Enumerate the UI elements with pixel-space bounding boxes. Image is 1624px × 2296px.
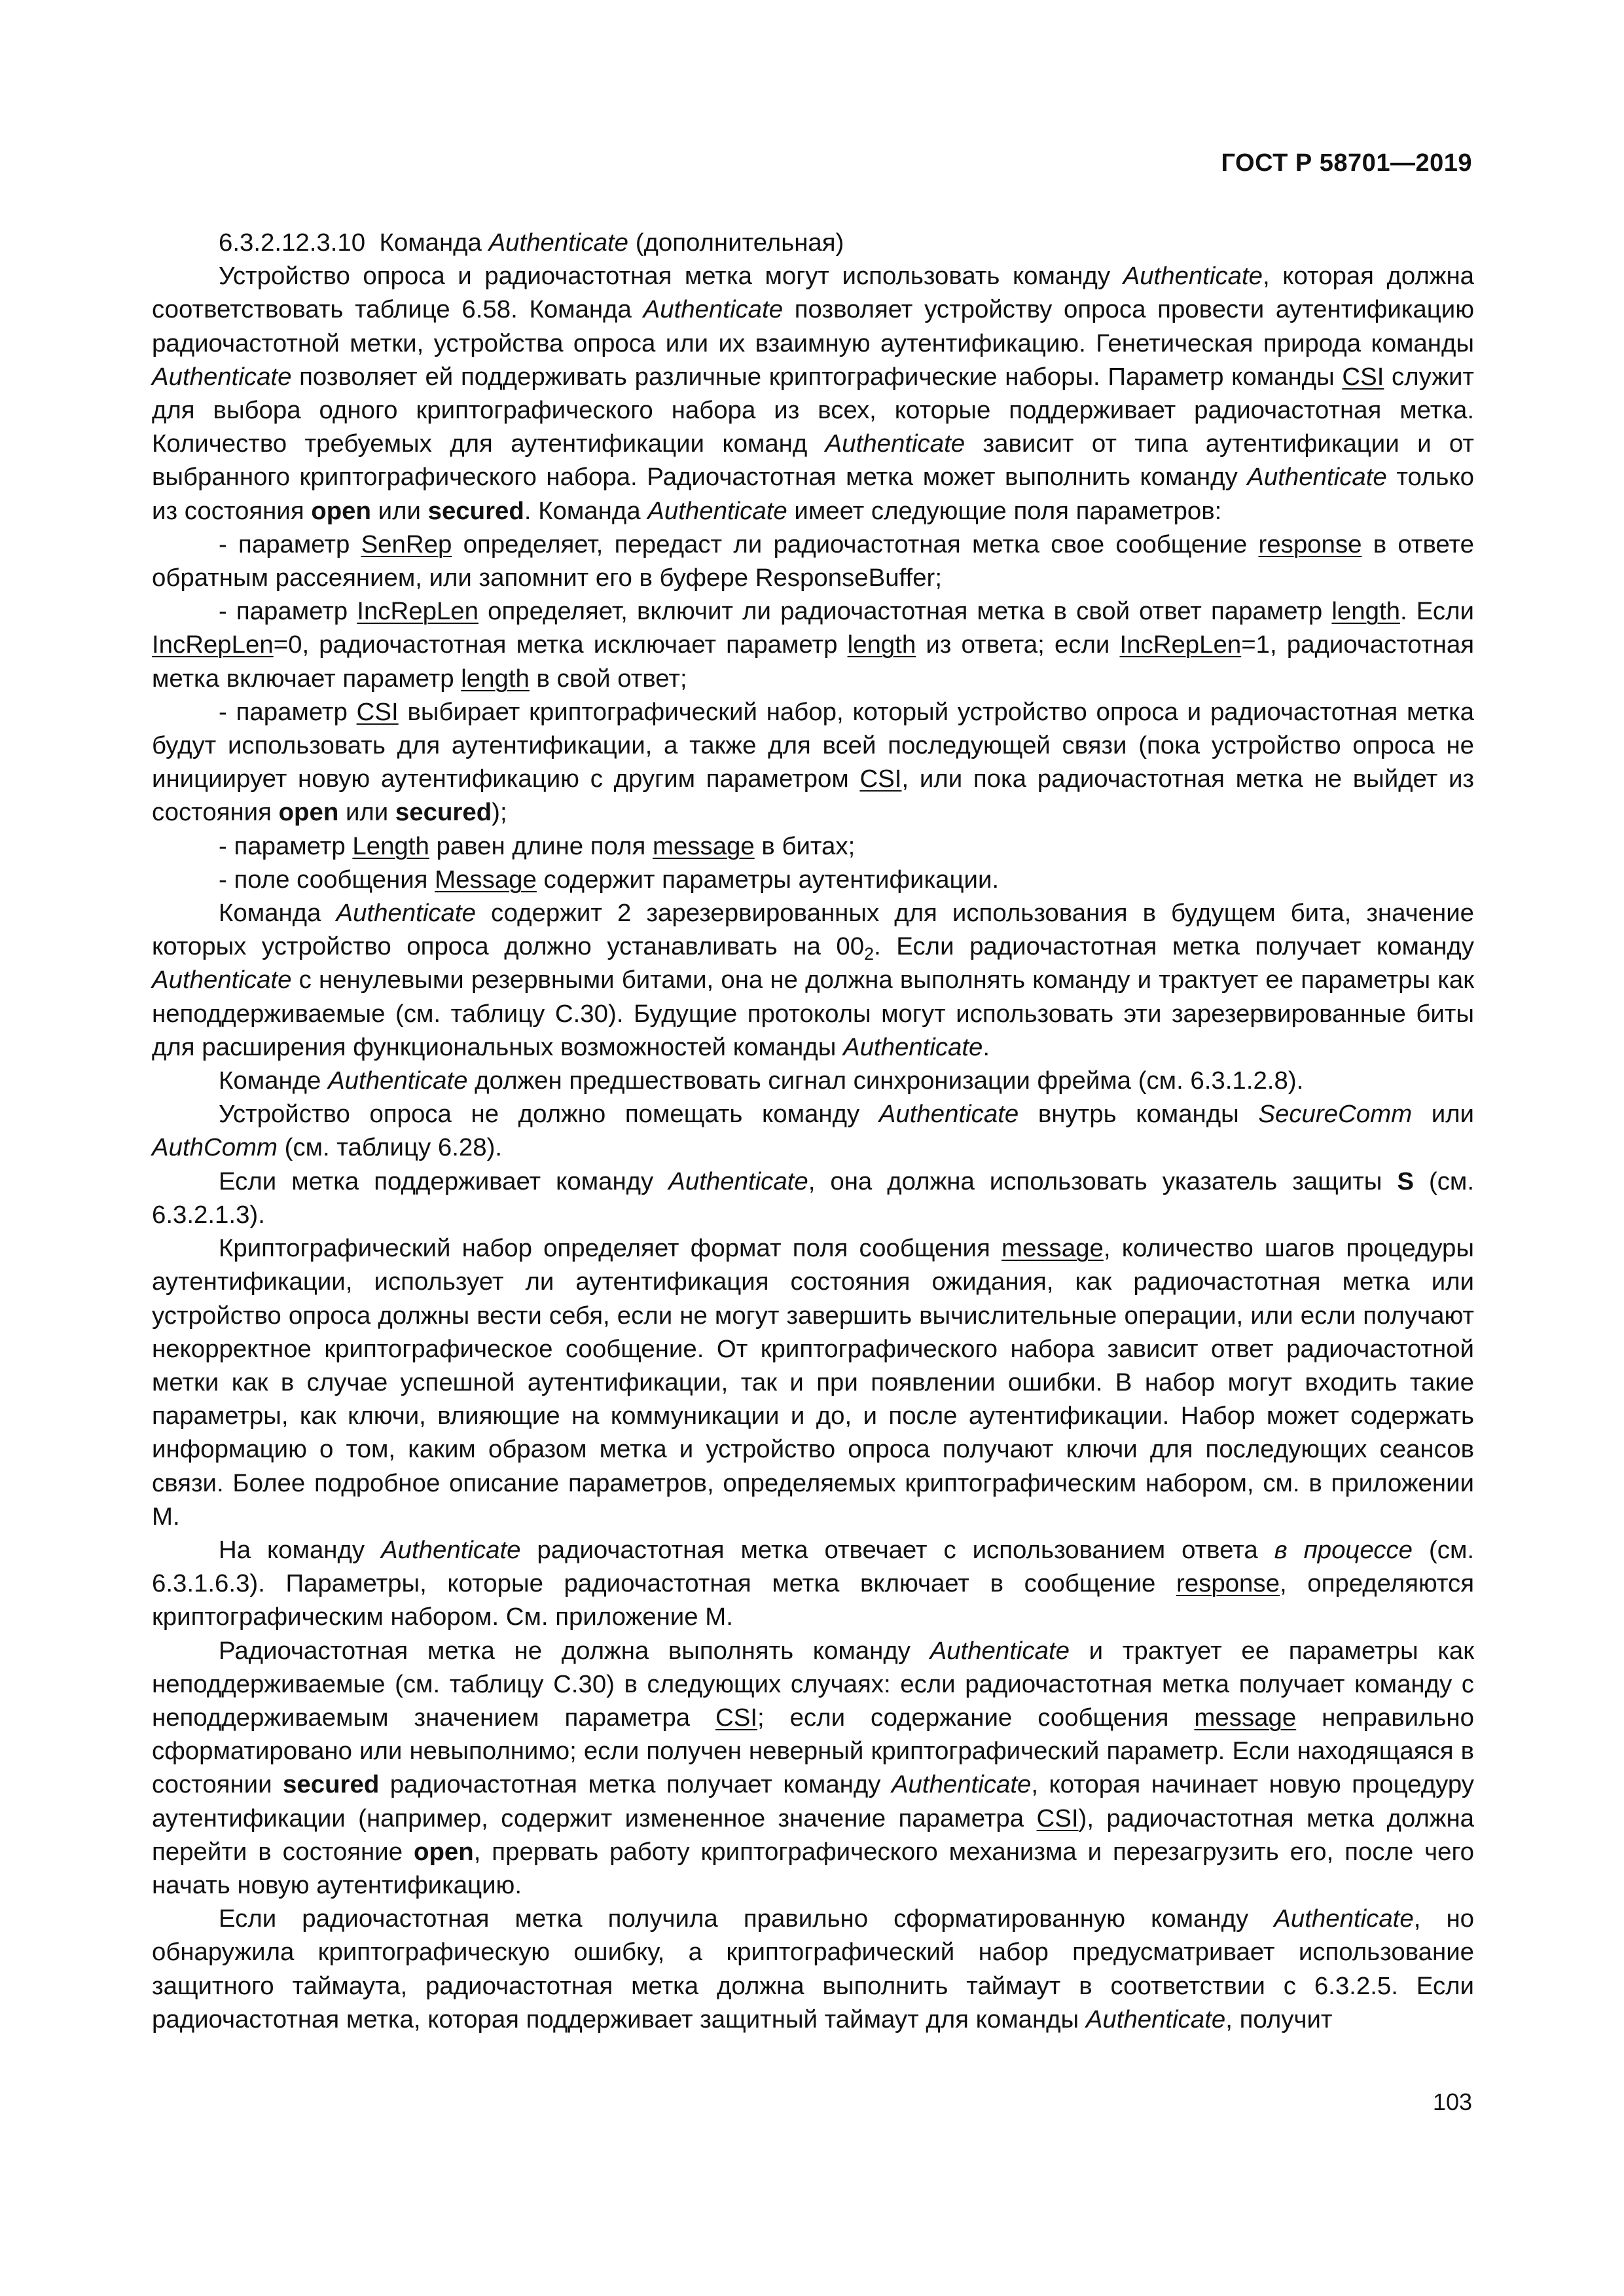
param-csi: CSI <box>1342 362 1384 391</box>
document-body <box>152 226 1474 2036</box>
standard-header: ГОСТ Р 58701—2019 <box>1221 149 1472 177</box>
section-heading: 6.3.2.12.3.10 Команда Authenticate (дополнительная) <box>219 228 844 257</box>
paragraph-in-process-reply: На команду Authenticate радиочастотная метка отвечает с использованием ответа в процессе (см. 6.3.1.6.3). Параметры, которые радиочастотная метка включает в сообщение response, определяются криптографическим набором. См. приложение М. <box>152 1535 1474 1631</box>
list-item-senrep: - параметр SenRep определяет, передаст ли радиочастотная метка свое сообщение response в ответе обратным рассеянием, или запомнит его в буфере ResponseBuffer; <box>152 530 1474 592</box>
command-name: Authenticate <box>488 228 629 257</box>
list-item-increplen: - параметр IncRepLen определяет, включит ли радиочастотная метка в свой ответ параметр length. Если IncRepLen=0, радиочастотная метка исключает параметр length из ответа; если IncRepLen=1, радиочастотная метка включает параметр length в свой ответ; <box>152 597 1474 693</box>
paragraph-securecomm: Устройство опроса не должно помещать команду Authenticate внутрь команды SecureComm или AuthComm (см. таблицу 6.28). <box>152 1100 1474 1162</box>
paragraph-unsupported-params: Радиочастотная метка не должна выполнять команду Authenticate и трактует ее параметры как неподдерживаемые (см. таблицу С.30) в следующих случаях: если радиочастотная метка получает команду с неподдерживаемым значением параметра CSI; если содержание сообщения message неправильно сформатировано или невыполнимо; если получен неверный криптографический параметр. Если находящаяся в состоянии secured радиочастотная метка получает команду Authenticate, которая начинает новую процедуру аутентификации (например, содержит измененное значение параметра CSI), радиочастотная метка должна перейти в состояние open, прервать работу криптографического механизма и перезагрузить его, после чего начать новую аутентификацию. <box>152 1636 1475 1899</box>
list-item-csi: - параметр CSI выбирает криптографический набор, который устройство опроса и радиочастотная метка будут использовать для аутентификации, а также для всей последующей связи (пока устройство опроса не инициирует новую аутентификацию с другим параметром CSI, или пока радиочастотная метка не выйдет из состояния open или secured); <box>152 697 1474 827</box>
paragraph-reserved-bits: Команда Authenticate содержит 2 зарезервированных для использования в будущем бита, значение которых устройство опроса должно устанавливать на $00_2$. Если радиочастотная метка получает команду Authenticate с ненулевыми резервными битами, она не должна выполнять команду и трактует ее параметры как неподдерживаемые (см. таблицу С.30). Будущие протоколы могут использовать эти зарезервированные биты для расширения функциональных возможностей команды Authenticate. <box>152 899 1474 1061</box>
list-item-length: - параметр Length равен длине поля message в битах; <box>219 831 856 860</box>
list-item-message: - поле сообщения Message содержит параметры аутентификации. <box>219 865 1000 894</box>
paragraph-intro: Устройство опроса и радиочастотная метка могут использовать команду Authenticate, которая должна соответствовать таблице 6.58. Команда Authenticate позволяет устройству опроса провести аутентификацию радиочастотной метки, устройства опроса или их взаимную аутентификацию. Генетическая природа команды Authenticate позволяет ей поддерживать различные криптографические наборы. Параметр команды CSI служит для выбора одного криптографического набора из всех, которые поддерживает радиочастотная метка. Количество требуемых для аутентификации команд Authenticate зависит от типа аутентификации и от выбранного криптографического набора. Радиочастотная метка может выполнить команду Authenticate только из состояния open или secured. Команда Authenticate имеет следующие поля параметров: <box>152 262 1474 525</box>
section-number: 6.3.2.12.3.10 <box>219 228 366 257</box>
page-number: 103 <box>1432 2088 1472 2115</box>
paragraph-protection-pointer: Если метка поддерживает команду Authenticate, она должна использовать указатель защиты S (см. 6.3.2.1.3). <box>152 1167 1474 1229</box>
paragraph-frame-sync: Команде Authenticate должен предшествовать сигнал синхронизации фрейма (см. 6.3.1.2.8). <box>219 1066 1304 1095</box>
paragraph-crypto-error: Если радиочастотная метка получила правильно сформатированную команду Authenticate, но обнаружила криптографическую ошибку, а криптографический набор предусматривает использование защитного таймаута, радиочастотная метка должна выполнить таймаут в соответствии с 6.3.2.5. Если радиочастотная метка, которая поддерживает защитный таймаут для команды Authenticate, получит <box>152 1904 1474 2033</box>
paragraph-crypto-suite: Криптографический набор определяет формат поля сообщения message, количество шагов процедуры аутентификации, использует ли аутентификация состояния ожидания, как радиочастотная метка или устройство опроса должны вести себя, если не могут завершить вычислительные операции, или если получают некорректное криптографическое сообщение. От криптографического набора зависит ответ радиочастотной метки как в случае успешной аутентификации, так и при появлении ошибки. В набор могут входить такие параметры, как ключи, влияющие на коммуникации и до, и после аутентификации. Набор может содержать информацию о том, каким образом метка и устройство опроса получают ключи для последующих сеансов связи. Более подробное описание параметров, определяемых криптографическим набором, см. в приложении М. <box>152 1234 1474 1531</box>
